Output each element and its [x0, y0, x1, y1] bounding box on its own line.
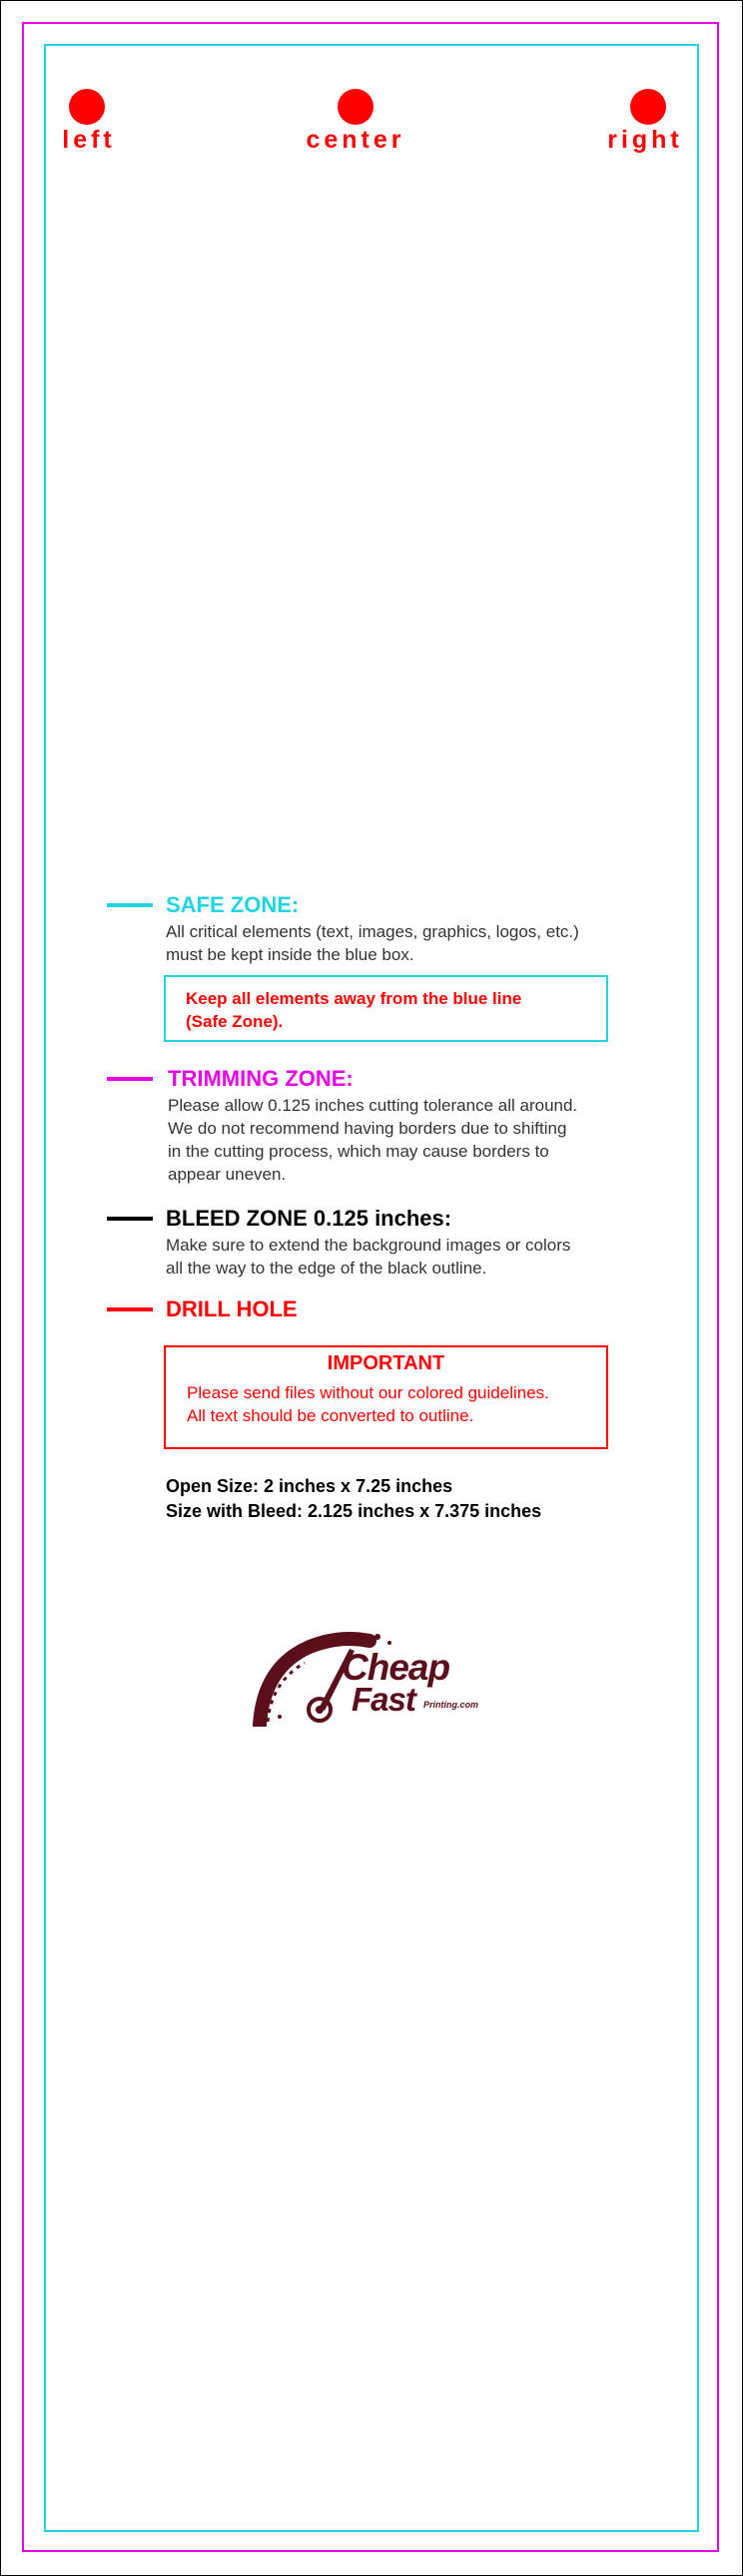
logo-word-cheap: Cheap: [342, 1647, 450, 1688]
trim-zone-line-2: We do not recommend having borders due to shifting: [168, 1119, 567, 1138]
drill-hole-right: [630, 89, 666, 125]
trim-zone-line-1: Please allow 0.125 inches cutting tolerance all around.: [168, 1096, 578, 1115]
company-logo: [250, 1627, 499, 1727]
trim-zone-title: TRIMMING ZONE:: [168, 1066, 354, 1091]
hole-label-right: right: [607, 126, 683, 154]
bleed-zone-swatch: [107, 1217, 153, 1221]
trim-zone-line-3: in the cutting process, which may cause borders to: [168, 1142, 549, 1161]
bleed-zone-line-1: Make sure to extend the background images or colors: [166, 1236, 571, 1255]
bleed-zone-line-2: all the way to the edge of the black outline.: [166, 1259, 487, 1278]
drill-hole-title: DRILL HOLE: [166, 1296, 298, 1321]
safe-zone-swatch: [107, 903, 153, 907]
important-title: IMPORTANT: [327, 1352, 445, 1374]
trim-zone-description: [168, 1094, 687, 1186]
safe-outline: [44, 44, 699, 2532]
important-box: [164, 1345, 608, 1449]
important-line-2: All text should be converted to outline.: [187, 1406, 474, 1425]
hole-label-left: left: [62, 126, 116, 154]
trim-zone-line-4: appear uneven.: [168, 1165, 287, 1184]
safe-callout-line-2: (Safe Zone).: [186, 1012, 284, 1031]
trim-zone-swatch: [107, 1077, 153, 1081]
drill-hole-left: [69, 89, 105, 125]
drill-hole-swatch: [107, 1307, 153, 1311]
safe-zone-line-2: must be kept inside the blue box.: [166, 945, 414, 964]
safe-zone-description: [166, 920, 665, 966]
safe-zone-callout-text: [186, 987, 521, 1033]
drill-hole-center: [338, 89, 373, 125]
safe-callout-line-1: Keep all elements away from the blue line: [186, 989, 522, 1008]
important-text: [187, 1381, 549, 1427]
bleed-size: Size with Bleed: 2.125 inches x 7.375 inches: [166, 1501, 542, 1521]
safe-zone-callout-box: [164, 975, 608, 1042]
safe-zone-line-1: All critical elements (text, images, graphics, logos, etc.): [166, 922, 579, 941]
bleed-zone-description: [166, 1234, 685, 1280]
logo-suffix: Printing.com: [423, 1700, 479, 1710]
logo-word-fast: Fast: [352, 1681, 415, 1718]
hole-label-center: center: [306, 126, 405, 154]
bleed-zone-title: BLEED ZONE 0.125 inches:: [166, 1206, 452, 1231]
safe-zone-title: SAFE ZONE:: [166, 892, 300, 917]
open-size: Open Size: 2 inches x 7.25 inches: [166, 1476, 453, 1496]
important-line-1: Please send files without our colored guidelines.: [187, 1383, 549, 1402]
